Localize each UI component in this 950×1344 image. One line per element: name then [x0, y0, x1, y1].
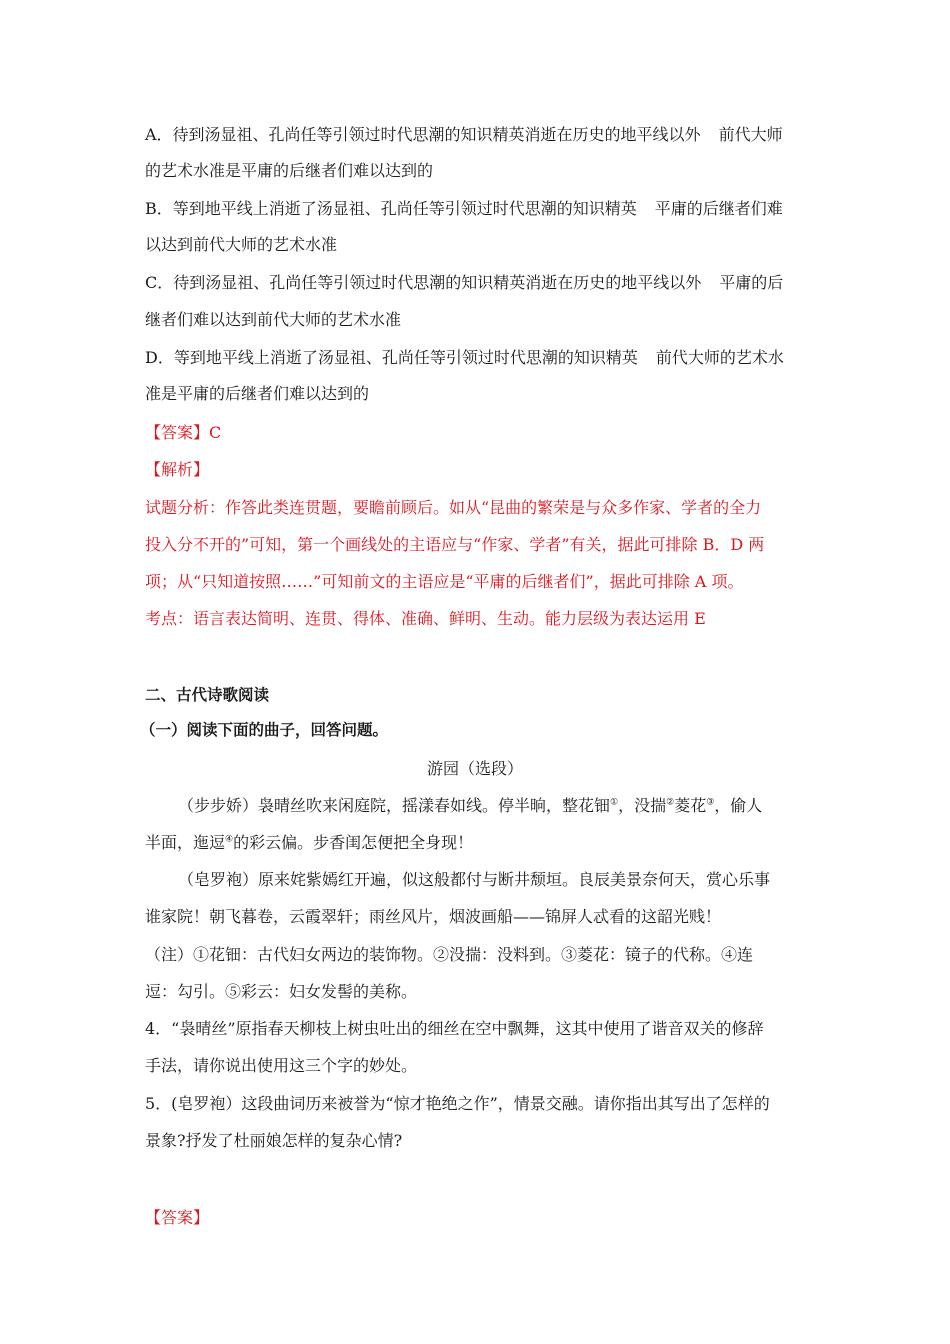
option-d-line1 [145, 347, 784, 369]
stanza-1-text-f: 的彩云偏。步香闺怎便把全身现！ [233, 833, 474, 852]
question-5-line-2: 景象?抒发了杜丽娘怎样的复杂心情? [145, 1131, 403, 1150]
footnote-mark-1: ① [610, 797, 619, 808]
question-4-line-2: 手法，请你说出使用这三个字的妙处。 [145, 1056, 418, 1075]
stanza-1-text-c: 菱花 [674, 796, 707, 815]
question-4-line-1: 4．“袅晴丝”原指春天柳枝上树虫吐出的细丝在空中飘舞，这其中使用了谐音双关的修辞 [145, 1019, 764, 1038]
option-d-line2: 准是平庸的后继者们难以达到的 [145, 384, 370, 403]
analysis-line-4: 考点：语言表达简明、连贯、得体、准确、鲜明、生动。能力层级为表达运用 E [145, 609, 706, 628]
option-d-text-cont: 前代大师的艺术水 [655, 348, 784, 367]
option-b-text: B．等到地平线上消逝了汤显祖、孔尚任等引领过时代思潮的知识精英 [145, 199, 637, 218]
analysis-label: 【解析】 [145, 460, 210, 479]
footnote-mark-3: ③ [706, 797, 715, 808]
analysis-line-1: 试题分析：作答此类连贯题，要瞻前顾后。如从“昆曲的繁荣是与众多作家、学者的全力 [145, 498, 762, 517]
sub-heading: （一）阅读下面的曲子，回答问题。 [140, 721, 389, 739]
option-a-text-cont: 前代大师 [718, 125, 783, 144]
question-5-line-1: 5．(皂罗袍）这段曲词历来被誉为“惊才艳绝之作”，情景交融。请你指出其写出了怎样的 [145, 1094, 770, 1113]
option-c-text: C．待到汤显祖、孔尚任等引领过时代思潮的知识精英消逝在历史的地平线以外 [145, 273, 702, 292]
analysis-line-3: 项；从“只知道按照……”可知前文的主语应是“平庸的后继者们”，据此可排除 A 项。 [145, 572, 744, 591]
option-c-line2: 继者们难以达到前代大师的艺术水准 [145, 310, 402, 329]
option-b-line1 [145, 198, 783, 220]
stanza-1-text-d: ，偷人 [714, 796, 763, 815]
stanza-2-line-2: 谁家院！朝飞暮卷，云霞翠轩；雨丝风片，烟波画船——锦屏人忒看的这韶光贱！ [145, 907, 722, 926]
option-a-line2: 的艺术水准是平庸的后继者们难以达到的 [145, 161, 434, 180]
stanza-2-line-1: （皂罗袍）原来姹紫嫣红开遍，似这般都付与断井颓垣。良辰美景奈何天，赏心乐事 [178, 870, 771, 889]
section-heading: 二、古代诗歌阅读 [145, 686, 270, 704]
stanza-1-text-e: 半面，迤逗 [145, 833, 226, 852]
stanza-1-line-1 [178, 795, 762, 817]
poem-title: 游园（选段） [426, 759, 523, 778]
stanza-1-line-2 [145, 832, 473, 854]
notes-line-1: （注）①花钿：古代妇女两边的装饰物。②没揣：没料到。③菱花：镜子的代称。④连 [145, 945, 754, 964]
option-b-line2: 以达到前代大师的艺术水准 [145, 235, 338, 254]
footnote-mark-2: ② [666, 797, 675, 808]
option-c-text-cont: 平庸的后 [719, 273, 784, 292]
option-c-line1 [145, 272, 783, 294]
answer-label: 【答案】C [145, 423, 222, 442]
option-d-text: D．等到地平线上消逝了汤显祖、孔尚任等引领过时代思潮的知识精英 [145, 348, 638, 367]
option-a-line1 [145, 124, 783, 146]
answer-label-2: 【答案】 [145, 1208, 210, 1227]
option-b-text-cont: 平庸的后继者们难 [654, 199, 783, 218]
stanza-1-text-a: （步步娇）袅晴丝吹来闲庭院，摇漾春如线。停半晌，整花钿 [178, 796, 611, 815]
analysis-line-2: 投入分不开的”可知，第一个画线处的主语应与“作家、学者”有关，据此可排除 B．D 两 [145, 535, 765, 554]
footnote-mark-4: ④ [225, 834, 234, 845]
option-a-text: A．待到汤显祖、孔尚任等引领过时代思潮的知识精英消逝在历史的地平线以外 [145, 125, 701, 144]
notes-line-2: 逗：勾引。⑤彩云：妇女发髻的美称。 [145, 982, 418, 1001]
stanza-1-text-b: ，没揣 [618, 796, 667, 815]
